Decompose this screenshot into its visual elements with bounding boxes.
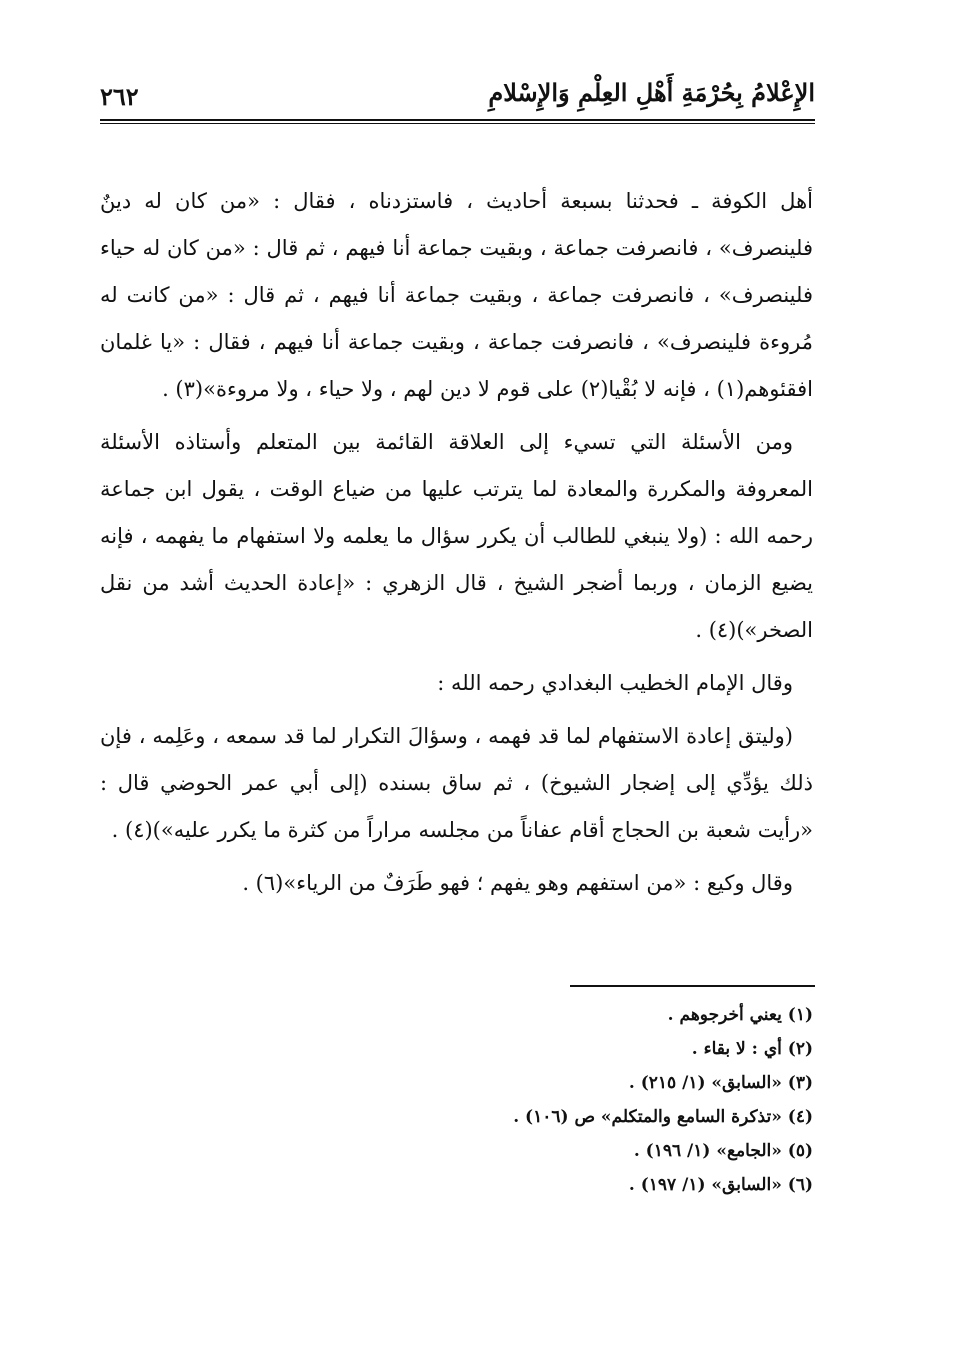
header-rule	[100, 119, 815, 124]
book-title: الإِعْلامُ بِحُرْمَةِ أَهْلِ العِلْمِ وَالإِسْلامِ	[488, 78, 815, 107]
footnote-item: (٣) «السابق» (١/ ٢١٥) .	[628, 1073, 813, 1093]
paragraph: وقال الإمام الخطيب البغدادي رحمه الله :	[437, 671, 793, 695]
page-number: ٢٦٢	[100, 82, 139, 111]
footnote-separator	[570, 985, 815, 987]
paragraph: (وليتق إعادة الاستفهام لما قد فهمه ، وسؤالَ التكرار لما قد سمعه ، وعَلِمه ، فإن ذلك يؤدِّي إلى إضجار الشيوخ) ، ثم ساق بسنده (إلى أبي عمر الحوضي قال : «رأيت شعبة بن الحجاج أقام عفاناً من مجلسه مراراً من كثرة ما يكرر عليه»)(٤) .	[100, 724, 813, 842]
footnote-item: (٦) «السابق» (١/ ١٩٧) .	[628, 1175, 813, 1195]
footnote-item: (٢) أي : لا بقاء .	[691, 1039, 813, 1059]
paragraph: وقال وكيع : «من استفهم وهو يفهم ؛ فهو طَرَفٌ من الرياء»(٦) .	[242, 871, 793, 895]
footnote-item: (٥) «الجامع» (١/ ١٩٦) .	[633, 1141, 813, 1161]
footnotes-list	[100, 998, 813, 1202]
footnote-item: (١) يعني أخرجوهم .	[667, 1005, 813, 1025]
paragraph: أهل الكوفة ـ فحدثنا بسبعة أحاديث ، فاستزدناه ، فقال : «من كان له دينٌ فلينصرف» ، فانصرفت جماعة ، وبقيت جماعة أنا فيهم ، ثم قال : «من كان له حياء فلينصرف» ، فانصرفت جماعة ، وبقيت جماعة أنا فيهم ، ثم قال : «من كانت له مُروءة فلينصرف» ، فانصرفت جماعة ، وبقيت جماعة أنا فيهم ، فقال : «يا غلمان افقئوهم(١) ، فإنه لا بُقْيا(٢) على قوم لا دين لهم ، ولا حياء ، ولا مروءة»(٣) .	[100, 189, 813, 401]
main-text	[100, 178, 813, 907]
footnote-item: (٤) «تذكرة السامع والمتكلم» ص (١٠٦) .	[513, 1107, 813, 1127]
page-header	[100, 78, 815, 130]
paragraph: ومن الأسئلة التي تسيء إلى العلاقة القائمة بين المتعلم وأستاذه الأسئلة المعروفة والمكررة والمعادة لما يترتب عليها من ضياع الوقت ، يقول ابن جماعة رحمه الله : (ولا ينبغي للطالب أن يكرر سؤال ما يعلمه ولا استفهام ما يفهمه ، فإنه يضيع الزمان ، وربما أضجر الشيخ ، قال الزهري : «إعادة الحديث أشد من نقل الصخر»)(٤) .	[100, 430, 813, 642]
